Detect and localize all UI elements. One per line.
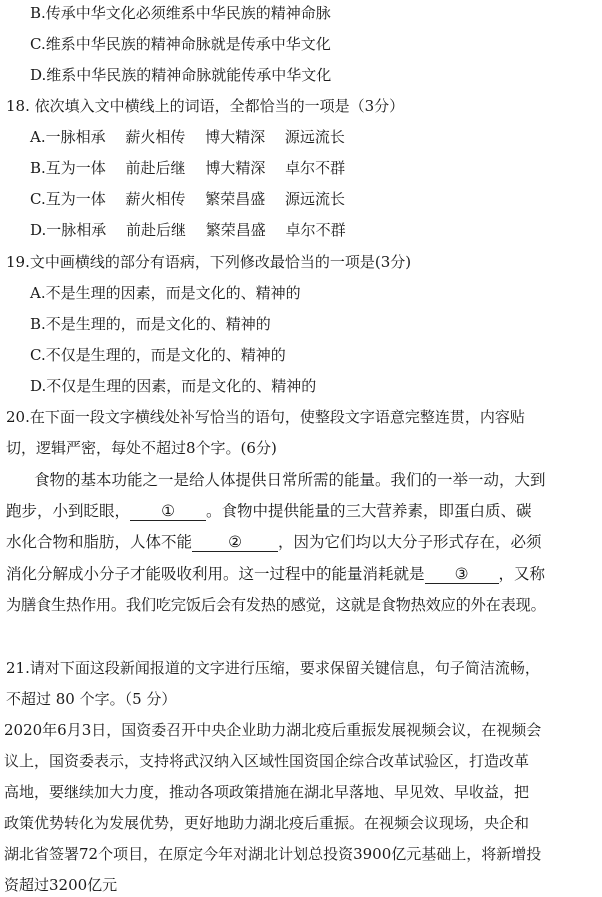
q20-text: 水化合物和脂肪，人体不能 xyxy=(6,533,193,551)
q20-passage-line4 xyxy=(6,564,545,584)
q17-option-c: C.维系中华民族的精神命脉就是传承中华文化 xyxy=(30,35,331,53)
q20-text: 跑步，小到眨眼， xyxy=(6,502,131,520)
q21-stem-line1: 21.请对下面这段新闻报道的文字进行压缩，要求保留关键信息，句子简洁流畅， xyxy=(6,659,540,677)
q18-option-c: C.互为一体 薪火相传 繁荣昌盛 源远流长 xyxy=(30,190,346,208)
q18-option-a: A.一脉相承 薪火相传 博大精深 源远流长 xyxy=(30,128,345,146)
q20-passage-line5: 为膳食生热作用。我们吃完饭后会有发热的感觉，这就是食物热效应的外在表现。 xyxy=(6,596,546,614)
q20-blank-2[interactable]: ② xyxy=(192,533,278,552)
q18-option-d: D.一脉相承 前赴后继 繁荣昌盛 卓尔不群 xyxy=(30,221,346,239)
q20-passage-line1: 食物的基本功能之一是给人体提供日常所需的能量。我们的一举一动，大到 xyxy=(34,471,546,489)
q21-news-line2: 议上，国资委表示，支持将武汉纳入区域性国资国企综合改革试验区，打造改革 xyxy=(4,752,530,770)
q19-option-d: D.不仅是生理的因素，而是文化的、精神的 xyxy=(30,377,317,395)
q21-news-line5: 湖北省签署72个项目，在原定今年对湖北计划总投资3900亿元基础上，将新增投 xyxy=(4,845,542,863)
q19-option-b: B.不是生理的，而是文化的、精神的 xyxy=(30,315,271,333)
q20-text: 消化分解成小分子才能吸收利用。这一过程中的能量消耗就是 xyxy=(6,565,425,583)
q20-text: ，因为它们均以大分子形式存在，必须 xyxy=(278,533,542,551)
q20-stem-line2: 切，逻辑严密，每处不超过8个字。(6分) xyxy=(6,439,277,457)
q20-passage-line3 xyxy=(6,532,542,552)
q21-news-line1: 2020年6月3日，国资委召开中央企业助力湖北疫后重振发展视频会议，在视频会 xyxy=(4,721,542,739)
q21-stem-line2: 不超过 80 个字。（5 分） xyxy=(6,690,177,708)
q20-text: ，又称 xyxy=(498,565,546,583)
q20-text: 。食物中提供能量的三大营养素，即蛋白质、碳 xyxy=(206,502,532,520)
q17-option-d: D.维系中华民族的精神命脉就能传承中华文化 xyxy=(30,66,332,84)
q20-stem-line1: 20.在下面一段文字横线处补写恰当的语句，使整段文字语意完整连贯，内容贴 xyxy=(6,408,525,426)
q18-stem: 18. 依次填入文中横线上的词语，全都恰当的一项是（3分） xyxy=(6,97,405,115)
q21-news-line3: 高地，要继续加大力度，推动各项政策措施在湖北早落地、早见效、早收益，把 xyxy=(4,783,530,801)
q17-option-b: B.传承中华文化必须维系中华民族的精神命脉 xyxy=(30,4,331,22)
q20-blank-3[interactable]: ③ xyxy=(425,565,499,584)
q19-stem: 19.文中画横线的部分有语病，下列修改最恰当的一项是(3分) xyxy=(6,253,412,271)
q21-news-line4: 政策优势转化为发展优势，更好地助力湖北疫后重振。在视频会议现场，央企和 xyxy=(4,814,530,832)
q20-passage-line2 xyxy=(6,501,532,521)
q19-option-c: C.不仅是生理的，而是文化的、精神的 xyxy=(30,346,286,364)
q21-news-line6: 资超过3200亿元 xyxy=(4,876,118,894)
q18-option-b: B.互为一体 前赴后继 博大精深 卓尔不群 xyxy=(30,159,346,177)
q19-option-a: A.不是生理的因素，而是文化的、精神的 xyxy=(30,284,301,302)
q20-blank-1[interactable]: ① xyxy=(130,502,206,521)
